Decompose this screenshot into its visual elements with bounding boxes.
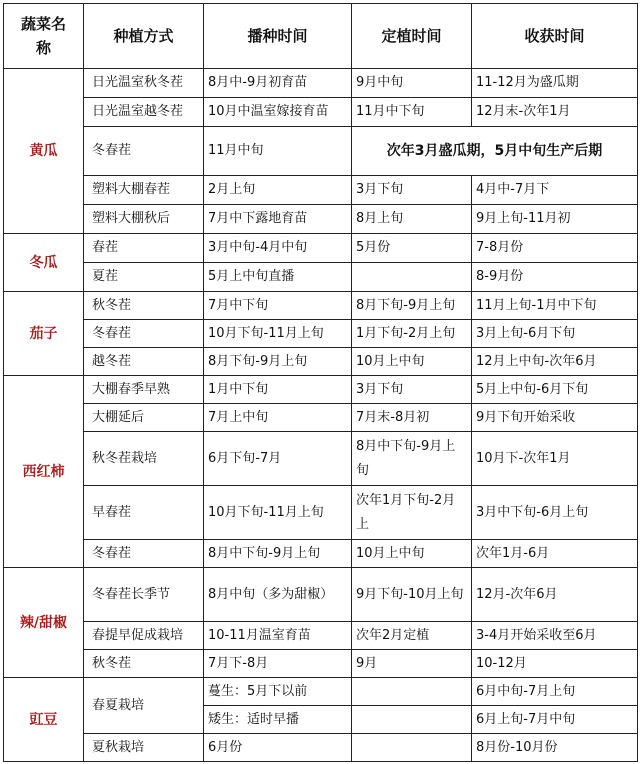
harvest-cell: 6月中旬-7月上旬 — [472, 678, 638, 706]
sowing-cell: 蔓生：5月下以前 — [204, 678, 352, 706]
header-vegetable: 蔬菜名称 — [4, 4, 84, 69]
sowing-cell: 10月下旬-11月上旬 — [204, 320, 352, 348]
method-cell: 冬春茬长季节 — [84, 568, 204, 622]
planting-cell: 3月下旬 — [352, 176, 472, 205]
sowing-cell: 8月中下旬-9月上旬 — [204, 540, 352, 568]
planting-schedule-table — [3, 3, 638, 762]
method-cell: 日光温室秋冬茬 — [84, 69, 204, 98]
sowing-cell: 10月中温室嫁接育苗 — [204, 98, 352, 127]
sowing-cell: 5月上中旬直播 — [204, 263, 352, 292]
harvest-cell: 8-9月份 — [472, 263, 638, 292]
harvest-cell: 次年1月-6月 — [472, 540, 638, 568]
table-row — [4, 734, 638, 762]
harvest-cell: 3月中下旬-6月上旬 — [472, 486, 638, 540]
table-row — [4, 292, 638, 320]
header-row — [4, 4, 638, 69]
method-cell: 秋冬茬 — [84, 650, 204, 678]
sowing-cell: 7月上中旬 — [204, 404, 352, 432]
planting-cell — [352, 706, 472, 734]
sowing-cell: 6月下旬-7月 — [204, 432, 352, 486]
sowing-cell: 8月中-9月初育苗 — [204, 69, 352, 98]
header-harvest: 收获时间 — [472, 4, 638, 69]
planting-cell: 10月上中旬 — [352, 540, 472, 568]
method-cell: 秋冬茬栽培 — [84, 432, 204, 486]
planting-cell: 11月中下旬 — [352, 98, 472, 127]
sowing-cell: 7月中下露地育苗 — [204, 205, 352, 234]
header-sowing: 播种时间 — [204, 4, 352, 69]
vegetable-eggplant: 茄子 — [4, 292, 84, 376]
table-row — [4, 540, 638, 568]
table-row — [4, 127, 638, 176]
vegetable-pepper: 辣/甜椒 — [4, 568, 84, 678]
sowing-cell: 11月中旬 — [204, 127, 352, 176]
harvest-cell: 12月末-次年1月 — [472, 98, 638, 127]
vegetable-cucumber: 黄瓜 — [4, 69, 84, 234]
table-row — [4, 404, 638, 432]
table-row — [4, 432, 638, 486]
sowing-cell: 10-11月温室育苗 — [204, 622, 352, 650]
planting-cell: 1月下旬-2月上旬 — [352, 320, 472, 348]
table-row — [4, 205, 638, 234]
table-row — [4, 568, 638, 622]
table-row — [4, 69, 638, 98]
table-row — [4, 263, 638, 292]
method-cell: 春提早促成栽培 — [84, 622, 204, 650]
planting-cell — [352, 263, 472, 292]
table-row — [4, 622, 638, 650]
table-row — [4, 376, 638, 404]
table-row — [4, 98, 638, 127]
harvest-cell: 9月下旬开始采收 — [472, 404, 638, 432]
table-row — [4, 176, 638, 205]
method-cell: 日光温室越冬茬 — [84, 98, 204, 127]
method-cell: 越冬茬 — [84, 348, 204, 376]
harvest-cell: 12月-次年6月 — [472, 568, 638, 622]
merged-note-cell: 次年3月盛瓜期，5月中旬生产后期 — [352, 127, 638, 176]
vegetable-tomato: 西红柿 — [4, 376, 84, 568]
table-row — [4, 348, 638, 376]
method-cell: 冬春茬 — [84, 127, 204, 176]
table-row — [4, 320, 638, 348]
sowing-cell: 7月中下旬 — [204, 292, 352, 320]
planting-cell: 次年1月下旬-2月上 — [352, 486, 472, 540]
method-cell: 夏秋栽培 — [84, 734, 204, 762]
harvest-cell: 11月上旬-1月中下旬 — [472, 292, 638, 320]
planting-cell: 5月份 — [352, 234, 472, 263]
harvest-cell: 12月上中旬-次年6月 — [472, 348, 638, 376]
method-cell: 秋冬茬 — [84, 292, 204, 320]
harvest-cell: 11-12月为盛瓜期 — [472, 69, 638, 98]
harvest-cell: 3-4月开始采收至6月 — [472, 622, 638, 650]
sowing-cell: 1月中下旬 — [204, 376, 352, 404]
planting-cell: 8月下旬-9月上旬 — [352, 292, 472, 320]
planting-cell: 10月上中旬 — [352, 348, 472, 376]
planting-cell: 次年2月定植 — [352, 622, 472, 650]
sowing-cell: 10月下旬-11月上旬 — [204, 486, 352, 540]
sowing-cell: 3月中旬-4月中旬 — [204, 234, 352, 263]
harvest-cell: 5月上中旬-6月下旬 — [472, 376, 638, 404]
table-row — [4, 234, 638, 263]
planting-cell: 9月中旬 — [352, 69, 472, 98]
planting-cell: 8月上旬 — [352, 205, 472, 234]
harvest-cell: 9月上旬-11月初 — [472, 205, 638, 234]
sowing-cell: 6月份 — [204, 734, 352, 762]
method-cell: 冬春茬 — [84, 540, 204, 568]
sowing-cell: 7月下-8月 — [204, 650, 352, 678]
sowing-cell: 8月中旬（多为甜椒） — [204, 568, 352, 622]
method-cell: 春夏栽培 — [84, 678, 204, 734]
method-cell: 塑料大棚春茬 — [84, 176, 204, 205]
vegetable-bean: 豇豆 — [4, 678, 84, 762]
planting-cell — [352, 734, 472, 762]
method-cell: 塑料大棚秋后 — [84, 205, 204, 234]
harvest-cell: 4月中-7月下 — [472, 176, 638, 205]
table-row — [4, 678, 638, 706]
planting-cell: 7月末-8月初 — [352, 404, 472, 432]
header-method: 种植方式 — [84, 4, 204, 69]
sowing-cell: 矮生：适时早播 — [204, 706, 352, 734]
header-planting: 定植时间 — [352, 4, 472, 69]
method-cell: 早春茬 — [84, 486, 204, 540]
planting-cell: 9月 — [352, 650, 472, 678]
planting-cell: 8月中下旬-9月上旬 — [352, 432, 472, 486]
method-cell: 冬春茬 — [84, 320, 204, 348]
harvest-cell: 6月上旬-7月中旬 — [472, 706, 638, 734]
table-row — [4, 486, 638, 540]
planting-cell — [352, 678, 472, 706]
vegetable-wax-gourd: 冬瓜 — [4, 234, 84, 292]
table-row — [4, 650, 638, 678]
harvest-cell: 10月下-次年1月 — [472, 432, 638, 486]
harvest-cell: 10-12月 — [472, 650, 638, 678]
harvest-cell: 8月份-10月份 — [472, 734, 638, 762]
harvest-cell: 3月上旬-6月下旬 — [472, 320, 638, 348]
planting-cell: 3月下旬 — [352, 376, 472, 404]
sowing-cell: 2月上旬 — [204, 176, 352, 205]
method-cell: 大棚延后 — [84, 404, 204, 432]
method-cell: 春茬 — [84, 234, 204, 263]
method-cell: 夏茬 — [84, 263, 204, 292]
method-cell: 大棚春季早熟 — [84, 376, 204, 404]
sowing-cell: 8月下旬-9月上旬 — [204, 348, 352, 376]
harvest-cell: 7-8月份 — [472, 234, 638, 263]
planting-cell: 9月下旬-10月上旬 — [352, 568, 472, 622]
